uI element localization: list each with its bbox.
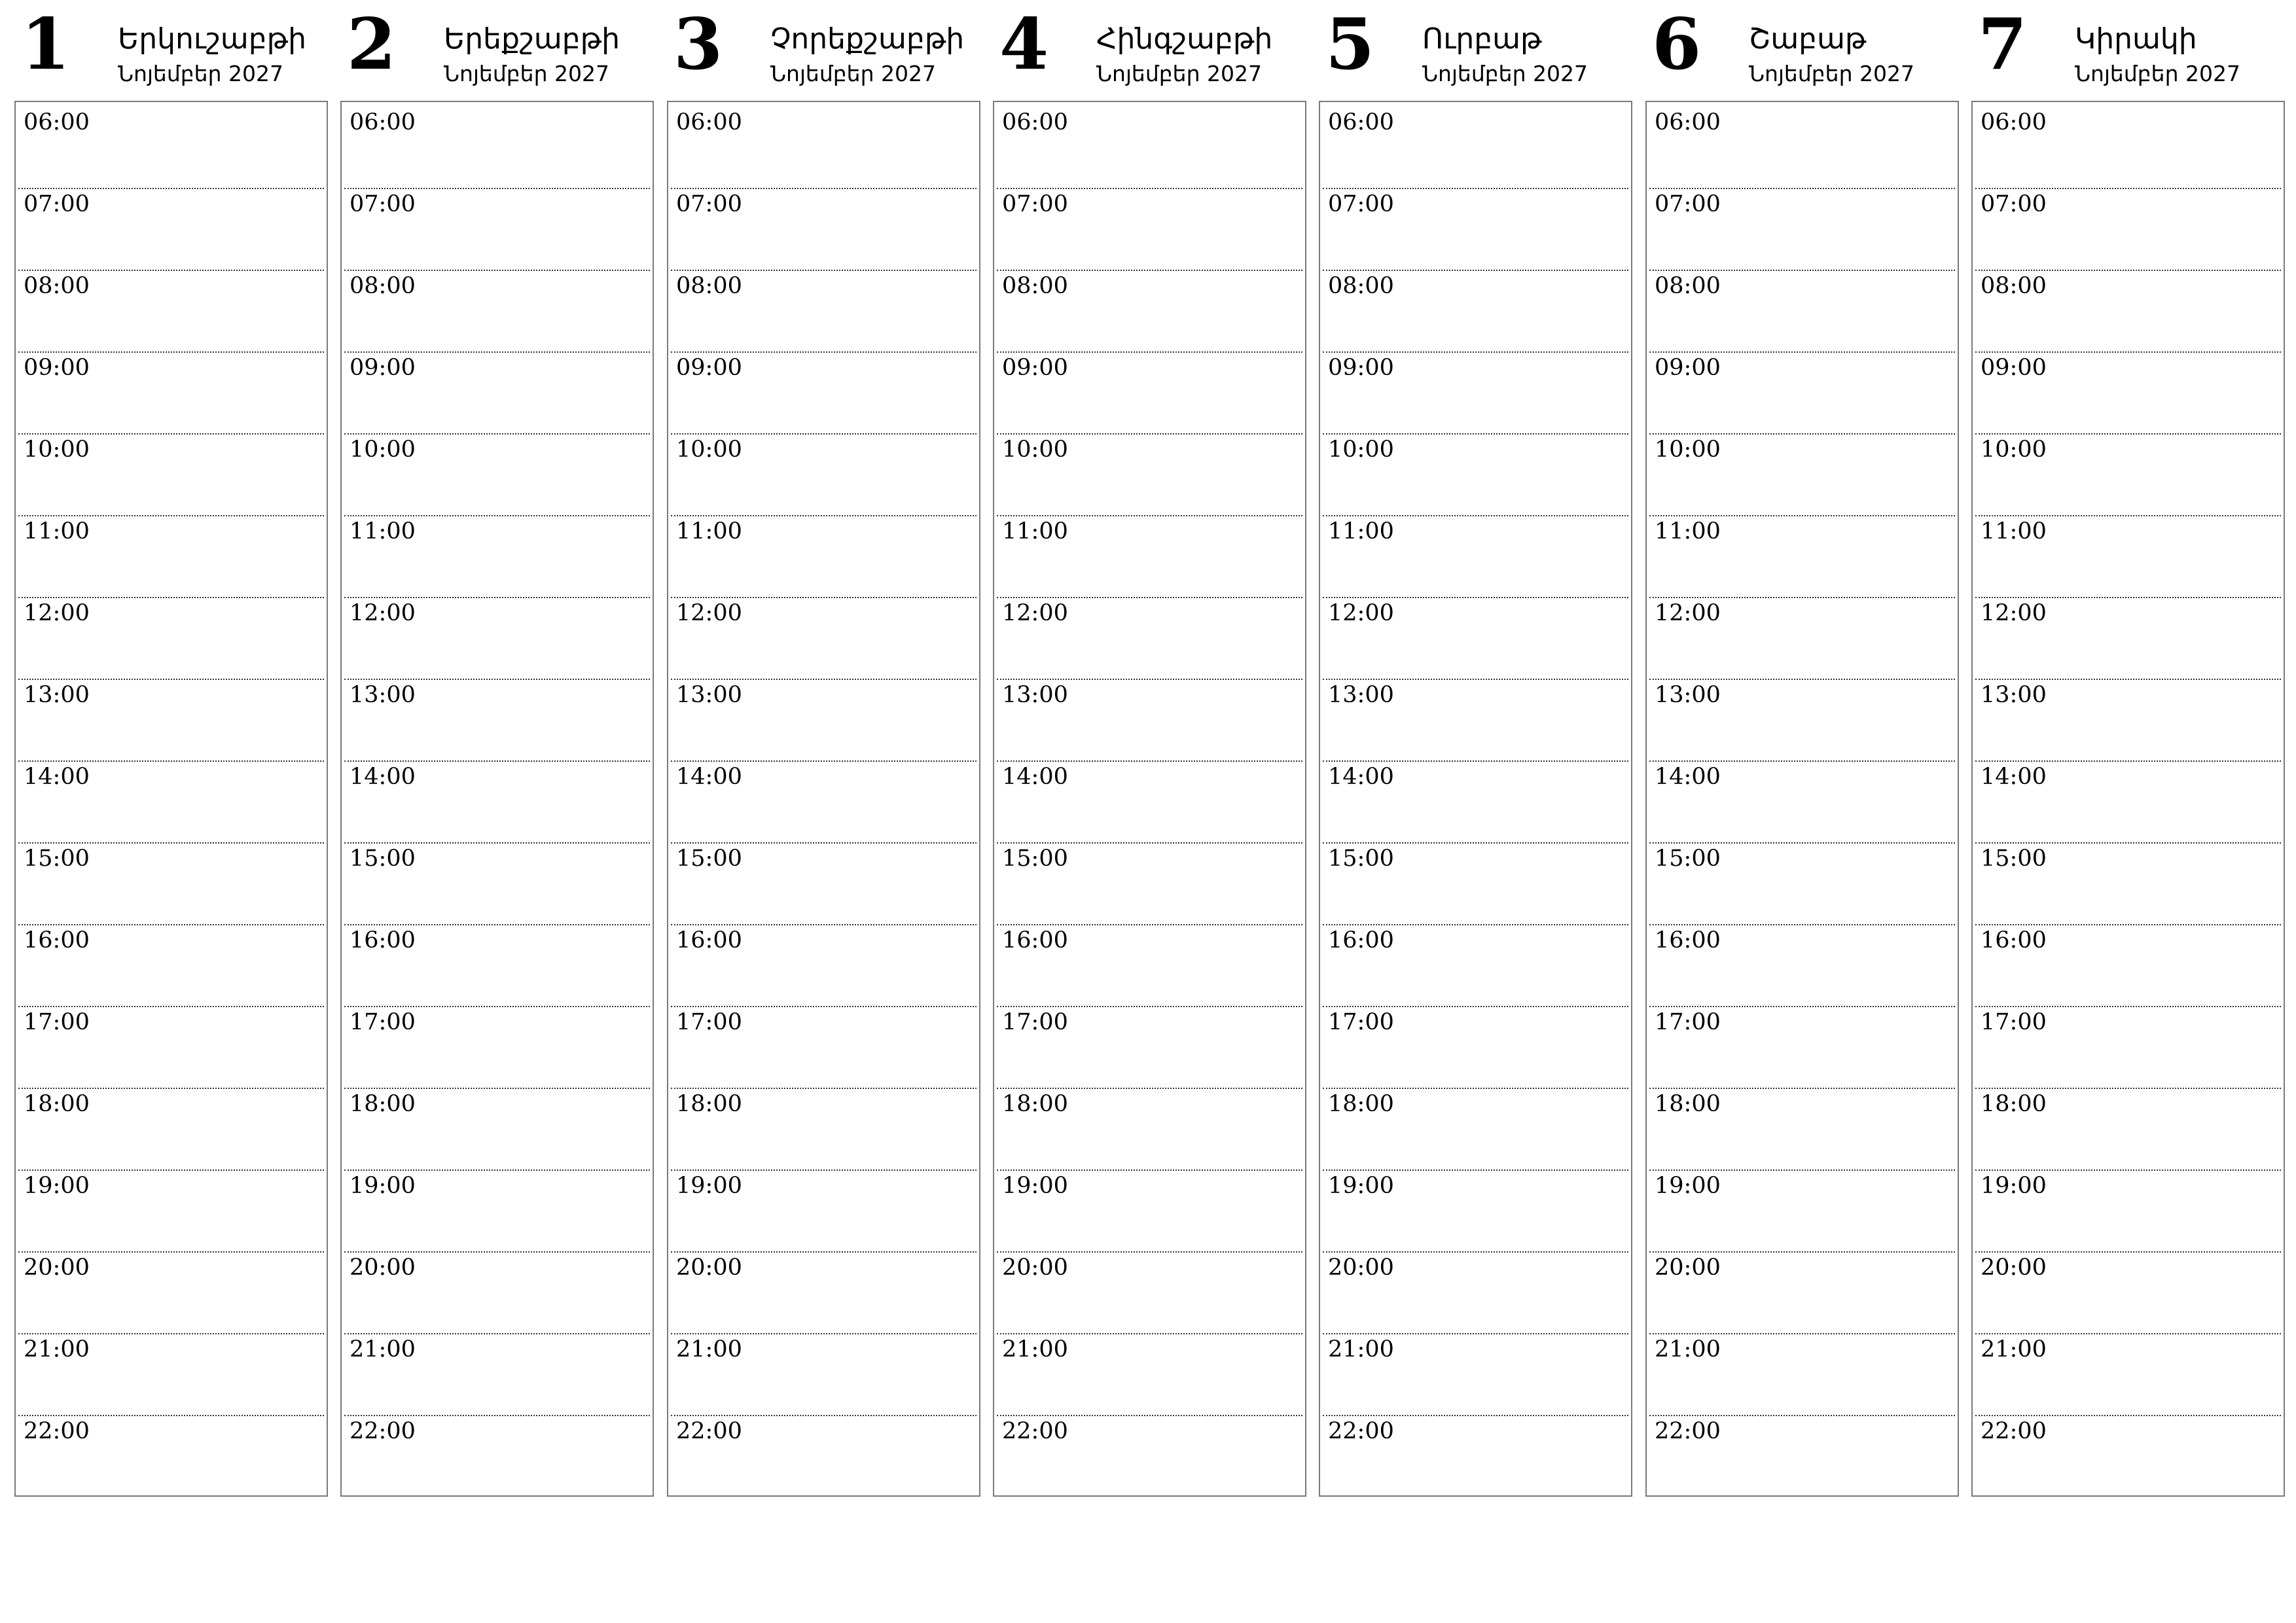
time-slot-label: 08:00 (350, 273, 416, 299)
time-slot[interactable] (1323, 106, 1628, 189)
time-slot[interactable] (1649, 597, 1955, 680)
time-slot-label: 17:00 (1981, 1009, 2047, 1035)
time-slot-label: 18:00 (350, 1091, 416, 1117)
time-slot-label: 07:00 (1655, 191, 1721, 217)
time-slot-label: 09:00 (1655, 355, 1721, 381)
month-year-label: Նոյեմբեր 2027 (2075, 61, 2240, 86)
time-slot[interactable] (1323, 597, 1628, 680)
time-slot[interactable] (344, 924, 650, 1007)
time-slot-label: 07:00 (350, 191, 416, 217)
time-slot-label: 22:00 (350, 1418, 416, 1444)
time-slot-label: 12:00 (1002, 600, 1068, 626)
time-slot[interactable] (18, 597, 324, 680)
time-slot[interactable] (1649, 1415, 1955, 1497)
time-slot-label: 22:00 (24, 1418, 90, 1444)
time-slot-label: 21:00 (1655, 1336, 1721, 1363)
time-slot[interactable] (997, 1415, 1302, 1497)
time-slot[interactable] (671, 433, 977, 516)
time-slot-label: 08:00 (1655, 273, 1721, 299)
time-slot-label: 12:00 (1328, 600, 1394, 626)
time-slot-label: 17:00 (24, 1009, 90, 1035)
time-slot-label: 07:00 (1002, 191, 1068, 217)
time-slot[interactable] (997, 1006, 1302, 1089)
time-slot-label: 07:00 (1981, 191, 2047, 217)
time-slot-label: 15:00 (1655, 846, 1721, 872)
time-slots-box (1645, 101, 1959, 1497)
month-year-label: Նոյեմբեր 2027 (118, 61, 283, 86)
time-slot-label: 10:00 (24, 437, 90, 463)
day-number: 4 (999, 3, 1049, 86)
time-slot[interactable] (671, 188, 977, 271)
time-slot[interactable] (1975, 760, 2281, 844)
time-slot[interactable] (671, 1088, 977, 1171)
time-slot-label: 09:00 (350, 355, 416, 381)
time-slot[interactable] (997, 924, 1302, 1007)
time-slot[interactable] (671, 106, 977, 189)
time-slot-label: 22:00 (1655, 1418, 1721, 1444)
time-slot[interactable] (1975, 842, 2281, 925)
time-slot-label: 13:00 (676, 682, 742, 708)
time-slot[interactable] (1975, 270, 2281, 353)
time-slot-label: 17:00 (1655, 1009, 1721, 1035)
time-slot-label: 15:00 (350, 846, 416, 872)
time-slot-label: 19:00 (24, 1173, 90, 1199)
time-slot[interactable] (671, 597, 977, 680)
time-slot-label: 18:00 (1328, 1091, 1394, 1117)
time-slot[interactable] (1323, 842, 1628, 925)
time-slot-label: 08:00 (1002, 273, 1068, 299)
day-number: 2 (347, 3, 397, 86)
time-slot[interactable] (344, 842, 650, 925)
time-slot[interactable] (344, 1169, 650, 1253)
time-slot[interactable] (1323, 515, 1628, 598)
time-slot-label: 06:00 (676, 109, 742, 135)
time-slot-label: 06:00 (24, 109, 90, 135)
time-slot-label: 14:00 (1328, 764, 1394, 790)
time-slot-label: 17:00 (350, 1009, 416, 1035)
weekday-name: Չորեքշաբթի (770, 22, 965, 56)
time-slot-label: 11:00 (676, 518, 742, 544)
time-slot-label: 15:00 (1981, 846, 2047, 872)
month-year-label: Նոյեմբեր 2027 (770, 61, 936, 86)
time-slot-label: 16:00 (24, 927, 90, 954)
time-slots-box (993, 101, 1306, 1497)
time-slot-label: 17:00 (1328, 1009, 1394, 1035)
time-slot-label: 06:00 (350, 109, 416, 135)
time-slot-label: 19:00 (676, 1173, 742, 1199)
time-slot[interactable] (997, 1169, 1302, 1253)
time-slot-label: 09:00 (24, 355, 90, 381)
time-slots-box (340, 101, 654, 1497)
time-slot[interactable] (1649, 1088, 1955, 1171)
time-slot-label: 21:00 (676, 1336, 742, 1363)
time-slot-label: 08:00 (24, 273, 90, 299)
time-slot[interactable] (671, 351, 977, 435)
time-slot-label: 22:00 (1328, 1418, 1394, 1444)
time-slot[interactable] (1323, 1415, 1628, 1497)
time-slot-label: 20:00 (676, 1255, 742, 1281)
time-slot[interactable] (1975, 1169, 2281, 1253)
time-slot-label: 12:00 (676, 600, 742, 626)
time-slot[interactable] (344, 1088, 650, 1171)
time-slot-label: 13:00 (1328, 682, 1394, 708)
time-slot-label: 10:00 (1981, 437, 2047, 463)
time-slot[interactable] (1323, 1169, 1628, 1253)
time-slot[interactable] (671, 842, 977, 925)
time-slot[interactable] (671, 679, 977, 762)
time-slot[interactable] (997, 188, 1302, 271)
time-slot[interactable] (1323, 188, 1628, 271)
time-slot[interactable] (1975, 351, 2281, 435)
time-slot-label: 15:00 (1002, 846, 1068, 872)
month-year-label: Նոյեմբեր 2027 (1422, 61, 1588, 86)
time-slot[interactable] (997, 1333, 1302, 1416)
time-slot[interactable] (997, 842, 1302, 925)
time-slot-label: 16:00 (1981, 927, 2047, 954)
time-slot-label: 19:00 (1655, 1173, 1721, 1199)
weekday-name: Հինգշաբթի (1096, 22, 1273, 56)
time-slot-label: 21:00 (1002, 1336, 1068, 1363)
time-slot-label: 12:00 (1655, 600, 1721, 626)
time-slot[interactable] (1975, 1251, 2281, 1334)
time-slot[interactable] (18, 760, 324, 844)
time-slot[interactable] (1649, 760, 1955, 844)
time-slot[interactable] (18, 106, 324, 189)
time-slot[interactable] (1975, 188, 2281, 271)
time-slot-label: 14:00 (676, 764, 742, 790)
time-slot-label: 11:00 (350, 518, 416, 544)
time-slot[interactable] (1975, 1088, 2281, 1171)
time-slot-label: 14:00 (1655, 764, 1721, 790)
time-slot[interactable] (18, 1006, 324, 1089)
time-slot[interactable] (997, 597, 1302, 680)
time-slot[interactable] (1649, 515, 1955, 598)
time-slot[interactable] (1649, 842, 1955, 925)
time-slot-label: 11:00 (1328, 518, 1394, 544)
time-slot-label: 12:00 (1981, 600, 2047, 626)
time-slot-label: 21:00 (350, 1336, 416, 1363)
time-slot-label: 10:00 (1655, 437, 1721, 463)
time-slot-label: 15:00 (24, 846, 90, 872)
time-slot[interactable] (997, 515, 1302, 598)
time-slot[interactable] (1975, 679, 2281, 762)
time-slot[interactable] (671, 515, 977, 598)
time-slot[interactable] (344, 188, 650, 271)
time-slot-label: 22:00 (1002, 1418, 1068, 1444)
time-slot[interactable] (1649, 1006, 1955, 1089)
time-slot-label: 08:00 (1328, 273, 1394, 299)
time-slot[interactable] (344, 1006, 650, 1089)
day-number: 5 (1325, 3, 1375, 86)
weekday-name: Երկուշաբթի (118, 22, 307, 56)
time-slot-label: 20:00 (1328, 1255, 1394, 1281)
month-year-label: Նոյեմբեր 2027 (1749, 61, 1914, 86)
time-slot[interactable] (1649, 1251, 1955, 1334)
time-slot-label: 08:00 (1981, 273, 2047, 299)
time-slot-label: 07:00 (1328, 191, 1394, 217)
time-slot[interactable] (997, 1251, 1302, 1334)
time-slot[interactable] (671, 924, 977, 1007)
time-slot[interactable] (1649, 679, 1955, 762)
time-slot-label: 09:00 (1328, 355, 1394, 381)
time-slot[interactable] (1975, 515, 2281, 598)
time-slot[interactable] (1975, 433, 2281, 516)
time-slot[interactable] (1649, 351, 1955, 435)
time-slot[interactable] (1323, 1251, 1628, 1334)
time-slot-label: 12:00 (24, 600, 90, 626)
time-slot[interactable] (1975, 1333, 2281, 1416)
time-slot-label: 18:00 (1981, 1091, 2047, 1117)
time-slot[interactable] (344, 760, 650, 844)
time-slot[interactable] (671, 1251, 977, 1334)
month-year-label: Նոյեմբեր 2027 (1096, 61, 1262, 86)
time-slot[interactable] (1649, 1169, 1955, 1253)
weekday-name: Կիրակի (2075, 22, 2197, 56)
time-slot-label: 18:00 (1655, 1091, 1721, 1117)
time-slot[interactable] (671, 1333, 977, 1416)
time-slot[interactable] (1323, 1333, 1628, 1416)
time-slot-label: 21:00 (1981, 1336, 2047, 1363)
time-slot-label: 13:00 (1002, 682, 1068, 708)
time-slot[interactable] (997, 760, 1302, 844)
time-slot[interactable] (18, 515, 324, 598)
time-slot[interactable] (671, 1006, 977, 1089)
time-slot[interactable] (344, 679, 650, 762)
time-slot-label: 22:00 (676, 1418, 742, 1444)
time-slot[interactable] (344, 106, 650, 189)
time-slot-label: 18:00 (1002, 1091, 1068, 1117)
time-slot[interactable] (997, 106, 1302, 189)
day-number: 6 (1652, 3, 1702, 86)
time-slot-label: 14:00 (350, 764, 416, 790)
time-slot-label: 06:00 (1002, 109, 1068, 135)
time-slot-label: 08:00 (676, 273, 742, 299)
time-slot[interactable] (18, 842, 324, 925)
time-slot-label: 20:00 (1655, 1255, 1721, 1281)
time-slot[interactable] (671, 270, 977, 353)
time-slot-label: 16:00 (676, 927, 742, 954)
time-slot[interactable] (18, 188, 324, 271)
time-slot[interactable] (18, 924, 324, 1007)
time-slot-label: 19:00 (1981, 1173, 2047, 1199)
time-slot-label: 14:00 (24, 764, 90, 790)
time-slot-label: 19:00 (1328, 1173, 1394, 1199)
time-slot[interactable] (344, 351, 650, 435)
time-slot-label: 07:00 (24, 191, 90, 217)
time-slot-label: 06:00 (1981, 109, 2047, 135)
time-slot-label: 21:00 (1328, 1336, 1394, 1363)
time-slot-label: 20:00 (1981, 1255, 2047, 1281)
time-slot[interactable] (1323, 924, 1628, 1007)
time-slot-label: 11:00 (1655, 518, 1721, 544)
time-slot-label: 16:00 (1002, 927, 1068, 954)
day-number: 1 (21, 3, 71, 86)
time-slot-label: 16:00 (1655, 927, 1721, 954)
time-slot[interactable] (1323, 433, 1628, 516)
time-slot[interactable] (18, 1415, 324, 1497)
time-slot[interactable] (18, 351, 324, 435)
time-slot[interactable] (1975, 106, 2281, 189)
time-slot[interactable] (997, 351, 1302, 435)
time-slot[interactable] (1649, 106, 1955, 189)
time-slot[interactable] (344, 433, 650, 516)
time-slot-label: 17:00 (676, 1009, 742, 1035)
time-slot[interactable] (1975, 1415, 2281, 1497)
time-slot-label: 10:00 (1002, 437, 1068, 463)
time-slot[interactable] (1323, 679, 1628, 762)
time-slot-label: 20:00 (350, 1255, 416, 1281)
time-slots-box (667, 101, 980, 1497)
time-slot-label: 07:00 (676, 191, 742, 217)
time-slot-label: 16:00 (1328, 927, 1394, 954)
weekday-name: Շաբաթ (1749, 22, 1867, 56)
time-slot[interactable] (1323, 351, 1628, 435)
time-slot-label: 21:00 (24, 1336, 90, 1363)
time-slot-label: 12:00 (350, 600, 416, 626)
day-number: 7 (1978, 3, 2028, 86)
time-slot[interactable] (18, 1088, 324, 1171)
time-slot[interactable] (18, 1169, 324, 1253)
time-slot-label: 19:00 (1002, 1173, 1068, 1199)
time-slot[interactable] (1649, 270, 1955, 353)
time-slot-label: 10:00 (350, 437, 416, 463)
time-slot-label: 09:00 (676, 355, 742, 381)
time-slot-label: 14:00 (1002, 764, 1068, 790)
time-slot-label: 11:00 (24, 518, 90, 544)
time-slot-label: 13:00 (1981, 682, 2047, 708)
time-slot[interactable] (997, 1088, 1302, 1171)
time-slot[interactable] (1323, 1006, 1628, 1089)
time-slot[interactable] (1323, 270, 1628, 353)
time-slot-label: 13:00 (350, 682, 416, 708)
time-slot-label: 20:00 (24, 1255, 90, 1281)
time-slots-box (1319, 101, 1632, 1497)
time-slot-label: 19:00 (350, 1173, 416, 1199)
time-slot[interactable] (18, 433, 324, 516)
time-slot[interactable] (671, 760, 977, 844)
time-slot[interactable] (1649, 433, 1955, 516)
time-slot-label: 09:00 (1981, 355, 2047, 381)
time-slot[interactable] (1323, 1088, 1628, 1171)
time-slot-label: 13:00 (24, 682, 90, 708)
time-slot-label: 06:00 (1655, 109, 1721, 135)
time-slot[interactable] (1975, 597, 2281, 680)
time-slot-label: 06:00 (1328, 109, 1394, 135)
time-slot[interactable] (18, 679, 324, 762)
time-slot[interactable] (344, 597, 650, 680)
time-slot[interactable] (344, 270, 650, 353)
month-year-label: Նոյեմբեր 2027 (444, 61, 609, 86)
time-slots-box (14, 101, 328, 1497)
time-slot-label: 15:00 (676, 846, 742, 872)
time-slot[interactable] (344, 1251, 650, 1334)
time-slot-label: 18:00 (24, 1091, 90, 1117)
time-slot[interactable] (1649, 924, 1955, 1007)
time-slot[interactable] (18, 1333, 324, 1416)
time-slot-label: 18:00 (676, 1091, 742, 1117)
time-slot[interactable] (344, 1415, 650, 1497)
day-number: 3 (673, 3, 723, 86)
time-slot[interactable] (1975, 924, 2281, 1007)
time-slot-label: 22:00 (1981, 1418, 2047, 1444)
time-slot-label: 11:00 (1981, 518, 2047, 544)
weekday-name: Ուրբաթ (1422, 22, 1542, 56)
time-slot[interactable] (344, 515, 650, 598)
time-slot-label: 20:00 (1002, 1255, 1068, 1281)
time-slot-label: 15:00 (1328, 846, 1394, 872)
time-slot-label: 10:00 (1328, 437, 1394, 463)
time-slot-label: 17:00 (1002, 1009, 1068, 1035)
weekday-name: Երեքշաբթի (444, 22, 620, 56)
time-slot-label: 10:00 (676, 437, 742, 463)
time-slot-label: 13:00 (1655, 682, 1721, 708)
time-slot[interactable] (997, 433, 1302, 516)
time-slot-label: 11:00 (1002, 518, 1068, 544)
time-slot[interactable] (997, 270, 1302, 353)
time-slot[interactable] (18, 1251, 324, 1334)
time-slot[interactable] (1649, 188, 1955, 271)
time-slot-label: 09:00 (1002, 355, 1068, 381)
time-slot[interactable] (1323, 760, 1628, 844)
time-slot[interactable] (997, 679, 1302, 762)
time-slot[interactable] (1649, 1333, 1955, 1416)
time-slot[interactable] (18, 270, 324, 353)
time-slot[interactable] (344, 1333, 650, 1416)
time-slot[interactable] (671, 1169, 977, 1253)
time-slot[interactable] (671, 1415, 977, 1497)
time-slots-box (1971, 101, 2285, 1497)
time-slot-label: 16:00 (350, 927, 416, 954)
time-slot[interactable] (1975, 1006, 2281, 1089)
time-slot-label: 14:00 (1981, 764, 2047, 790)
